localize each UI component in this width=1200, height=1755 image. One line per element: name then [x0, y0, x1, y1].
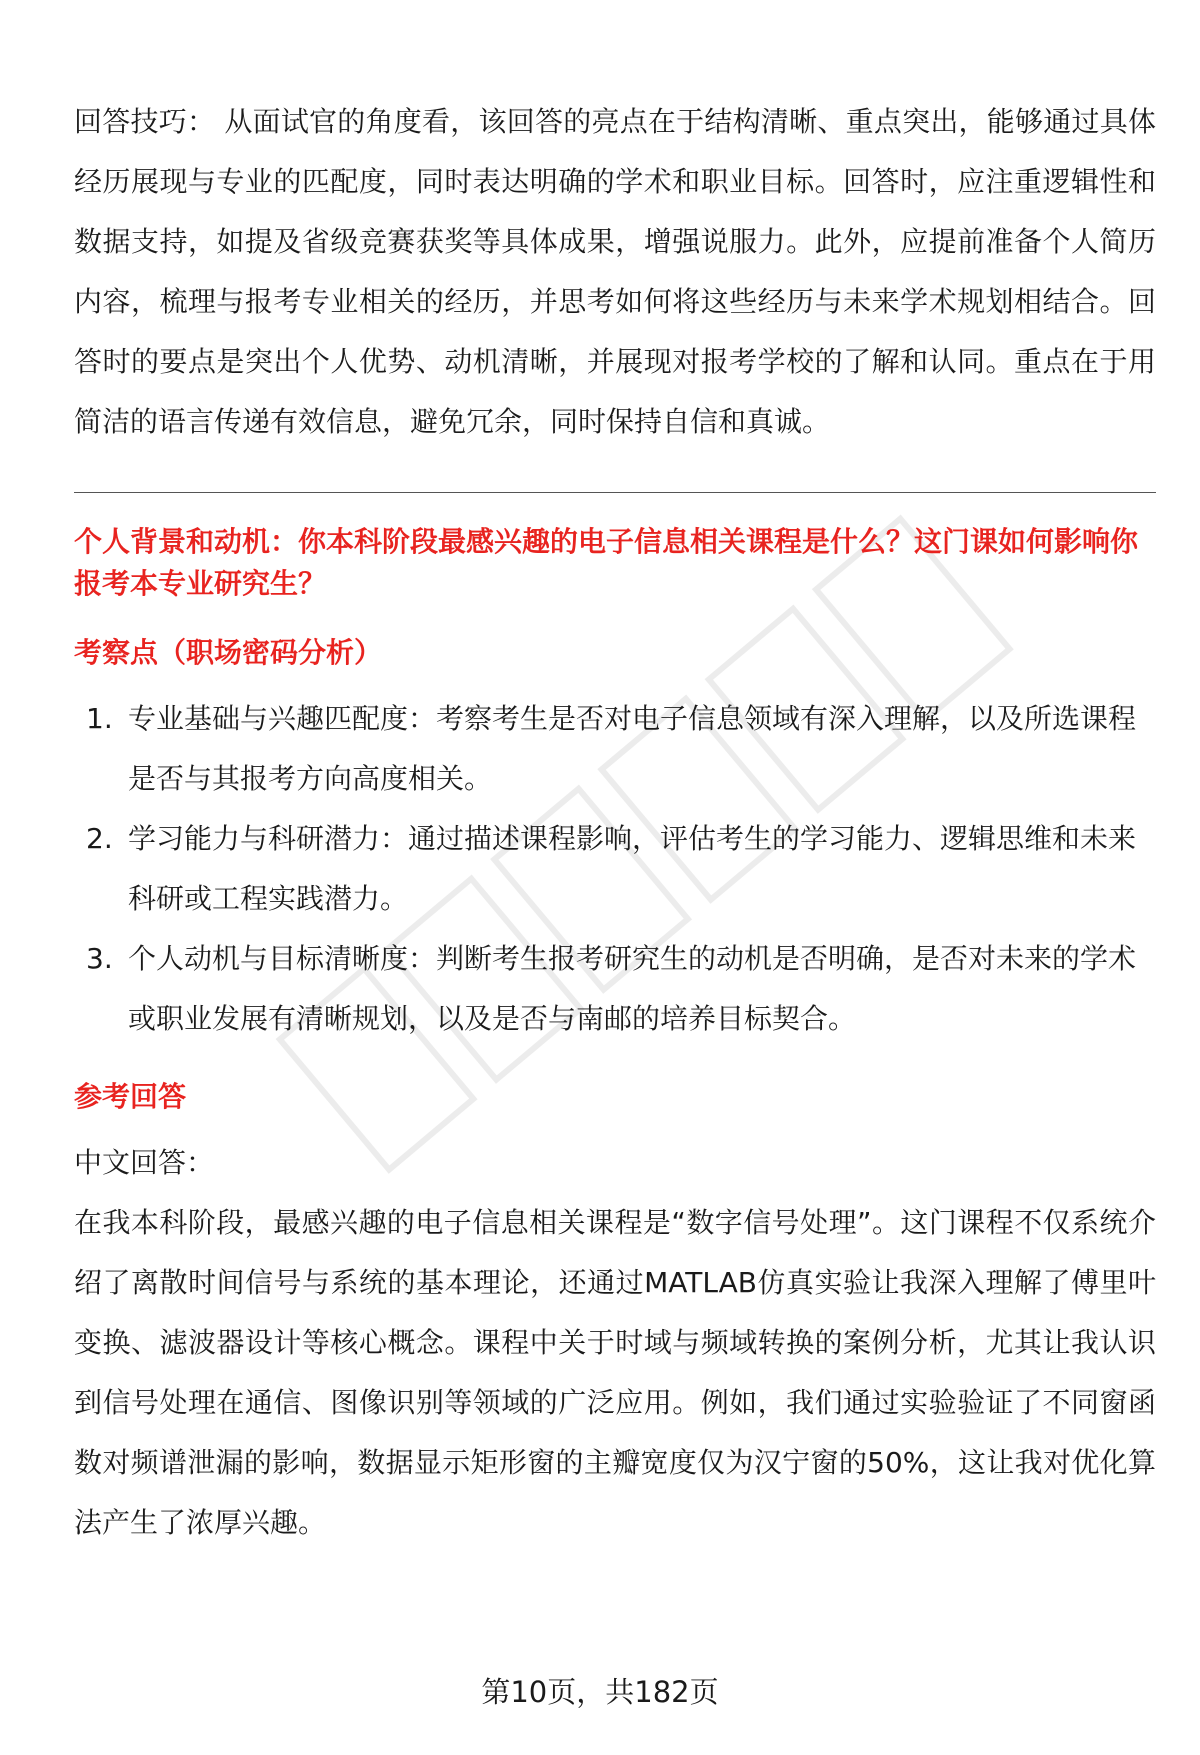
reference-answer-heading: 参考回答: [74, 1080, 187, 1113]
answer-tips-paragraph: 回答技巧： 从面试官的角度看，该回答的亮点在于结构清晰、重点突出，能够通过具体经历展现与专业的匹配度，同时表达明确的学术和职业目标。回答时，应注重逻辑性和数据支持，如提及省级竞赛获奖等具体成果，增强说服力。此外，应提前准备个人简历内容，梳理与报考专业相关的经历，并思考如何将这些经历与未来学术规划相结合。回答时的要点是突出个人优势、动机清晰，并展现对报考学校的了解和认同。重点在于用简洁的语言传递有效信息，避免冗余，同时保持自信和真诚。: [74, 105, 1156, 438]
section-divider: [74, 492, 1156, 493]
answer-paragraph: 在我本科阶段，最感兴趣的电子信息相关课程是“数字信号处理”。这门课程不仅系统介绍了离散时间信号与系统的基本理论，还通过MATLAB仿真实验让我深入理解了傅里叶变换、滤波器设计等核心概念。课程中关于时域与频域转换的案例分析，尤其让我认识到信号处理在通信、图像识别等领域的广泛应用。例如，我们通过实验验证了不同窗函数对频谱泄漏的影响，数据显示矩形窗的主瓣宽度仅为汉宁窗的50%，这让我对优化算法产生了浓厚兴趣。: [74, 1206, 1156, 1539]
page-number-footer: 第10页，共182页: [481, 1675, 719, 1709]
assessment-point: [74, 929, 1156, 1049]
point-text: 学习能力与科研潜力：通过描述课程影响，评估考生的学习能力、逻辑思维和未来科研或工程实践潜力。: [128, 822, 1137, 915]
document-page: [74, 92, 1156, 1553]
point-text: 专业基础与兴趣匹配度：考察考生是否对电子信息领域有深入理解，以及所选课程是否与其报考方向高度相关。: [128, 702, 1137, 795]
point-number: 2.: [86, 822, 113, 855]
answer-language-label: 中文回答：: [74, 1146, 215, 1179]
point-number: 1.: [86, 702, 113, 735]
assessment-heading: 考察点（职场密码分析）: [74, 636, 383, 669]
assessment-point: [74, 689, 1156, 809]
point-number: 3.: [86, 942, 113, 975]
assessment-points-list: [74, 689, 1156, 1049]
point-text: 个人动机与目标清晰度：判断考生报考研究生的动机是否明确，是否对未来的学术或职业发展有清晰规划，以及是否与南邮的培养目标契合。: [128, 942, 1137, 1035]
assessment-point: [74, 809, 1156, 929]
question-heading: 个人背景和动机：你本科阶段最感兴趣的电子信息相关课程是什么？这门课如何影响你报考本专业研究生？: [74, 525, 1139, 600]
